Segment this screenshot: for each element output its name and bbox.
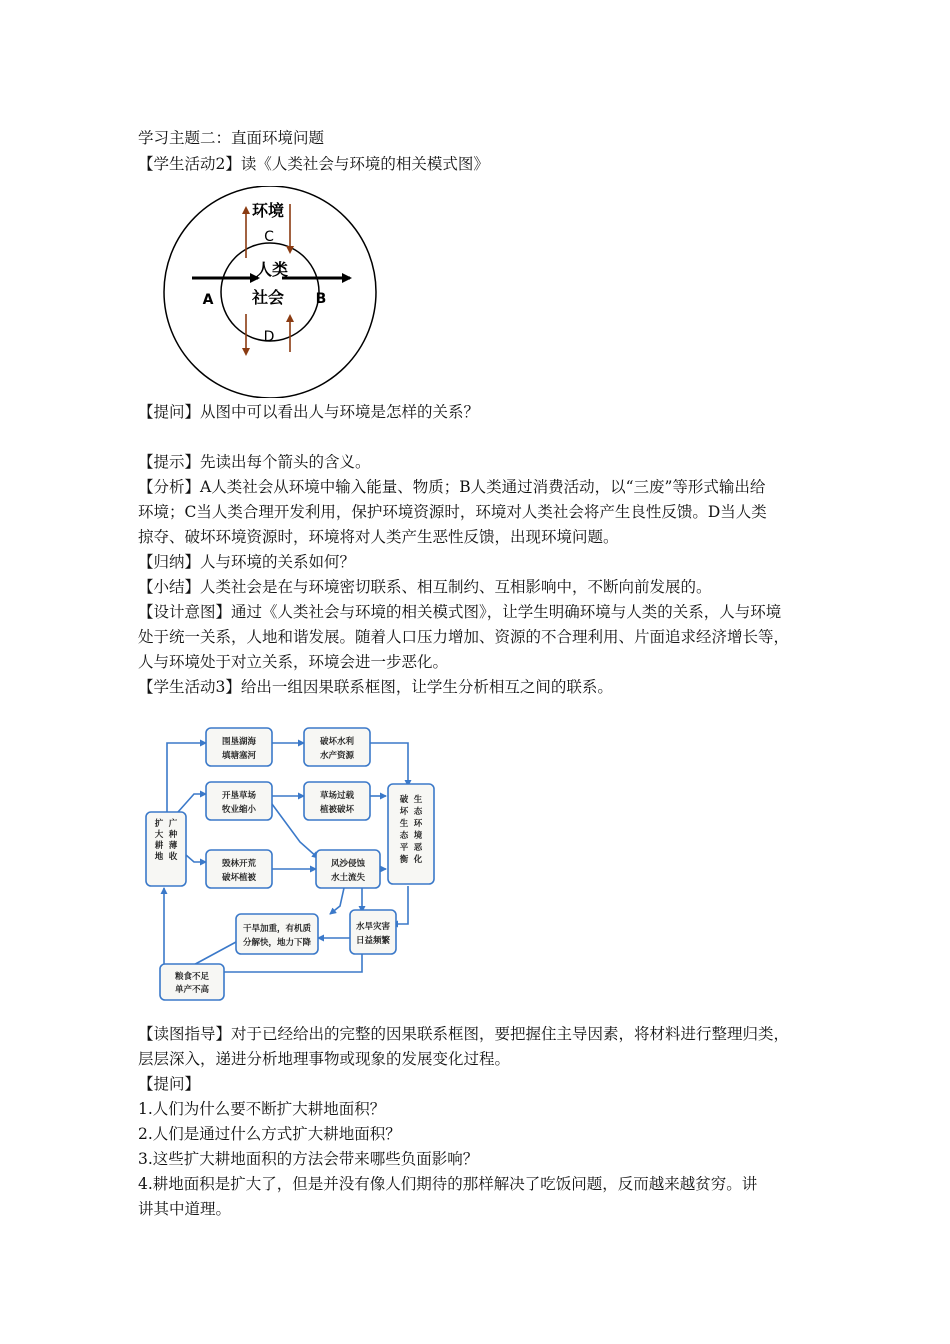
box-drought [236,914,318,954]
label-environment: 环境 [251,201,285,220]
text-grain-2: 单产不高 [174,985,210,995]
question-1: 【提问】从图中可以看出人与环境是怎样的关系？ [138,403,480,421]
question-item-3: 3.这些扩大耕地面积的方法会带来哪些负面影响？ [138,1150,479,1168]
label-society-top: 人类 [255,260,289,279]
human-environment-model-diagram [160,186,380,398]
text-grass-2: 牧业缩小 [221,805,257,815]
section-heading: 学习主题二：直面环境问题 [138,129,325,147]
design-line-3: 人与环境处于对立关系，环境会进一步恶化。 [138,653,449,671]
text-forest-1: 毁林开荒 [221,859,257,869]
activity-2-title: 【学生活动2】读《人类社会与环境的相关模式图》 [138,155,489,173]
question-item-1: 1.人们为什么要不断扩大耕地面积？ [138,1100,386,1118]
text-expand-col-1: 扩大耕地 [154,819,164,862]
text-wetland-1: 围垦湖海 [221,737,257,747]
text-erosion-1: 风沙侵蚀 [330,859,366,869]
analysis-line-3: 掠夺、破坏环境资源时，环境将对人类产生恶性反馈，出现环境问题。 [138,528,619,546]
box-expand [146,812,186,886]
text-expand-col-2: 广种薄收 [168,819,178,862]
text-overgraze-2: 植被破坏 [319,805,355,815]
text-grain-1: 粮食不足 [174,972,210,982]
design-line-2: 处于统一关系，人地和谐发展。随着人口压力增加、资源的不合理利用、片面追求经济增长等， [138,628,790,646]
induce: 【归纳】人与环境的关系如何？ [138,553,356,571]
text-water-1: 破坏水利 [319,737,355,747]
text-wetland-2: 填塘塞河 [221,751,257,761]
text-erosion-2: 水土流失 [330,873,366,883]
label-b: B [315,291,327,307]
text-grass-1: 开垦草场 [221,791,257,801]
reading-guide-line-1: 【读图指导】对于已经给出的完整的因果联系框图，要把握住主导因素，将材料进行整理归类， [138,1025,790,1043]
reading-guide-line-2: 层层深入，递进分析地理事物或现象的发展变化过程。 [138,1050,511,1068]
question-item-4-line-2: 讲其中道理。 [138,1200,232,1218]
text-water-2: 水产资源 [319,751,355,761]
activity-3-title: 【学生活动3】给出一组因果联系框图，让学生分析相互之间的联系。 [138,678,613,696]
text-eco-col-1: 破坏生态平衡 [399,795,409,865]
text-drought-2: 分解快，地力下降 [242,938,312,948]
summary: 【小结】人类社会是在与环境密切联系、相互制约、互相影响中，不断向前发展的。 [138,578,712,596]
analysis-line-2: 环境；C当人类合理开发利用，保护环境资源时，环境对人类社会将产生良性反馈。D当人类 [138,503,767,521]
question-item-4-line-1: 4.耕地面积是扩大了，但是并没有像人们期待的那样解决了吃饭问题，反而越来越贫穷。讲 [138,1175,758,1193]
analysis-line-1: 【分析】A人类社会从环境中输入能量、物质；B人类通过消费活动，以“三废”等形式输出给 [138,478,766,496]
text-disaster-2: 日益频繁 [355,936,391,946]
label-c: C [264,229,274,245]
causal-flow-diagram [140,724,440,1002]
text-disaster-1: 水旱灾害 [355,922,391,932]
text-forest-2: 破坏植被 [221,873,257,883]
label-a: A [202,292,214,308]
box-eco [388,784,434,884]
text-eco-col-2: 生态环境恶化 [413,795,423,865]
hint: 【提示】先读出每个箭头的含义。 [138,453,371,471]
label-d: D [263,329,275,345]
text-overgraze-1: 草场过载 [319,791,355,801]
design-line-1: 【设计意图】通过《人类社会与环境的相关模式图》，让学生明确环境与人类的关系，人与环境 [138,603,782,621]
question-2-label: 【提问】 [138,1075,201,1093]
text-drought-1: 干旱加重，有机质 [242,924,312,934]
box-disaster [350,910,396,954]
label-society-bottom: 社会 [251,288,285,307]
question-item-2: 2.人们是通过什么方式扩大耕地面积？ [138,1125,401,1143]
